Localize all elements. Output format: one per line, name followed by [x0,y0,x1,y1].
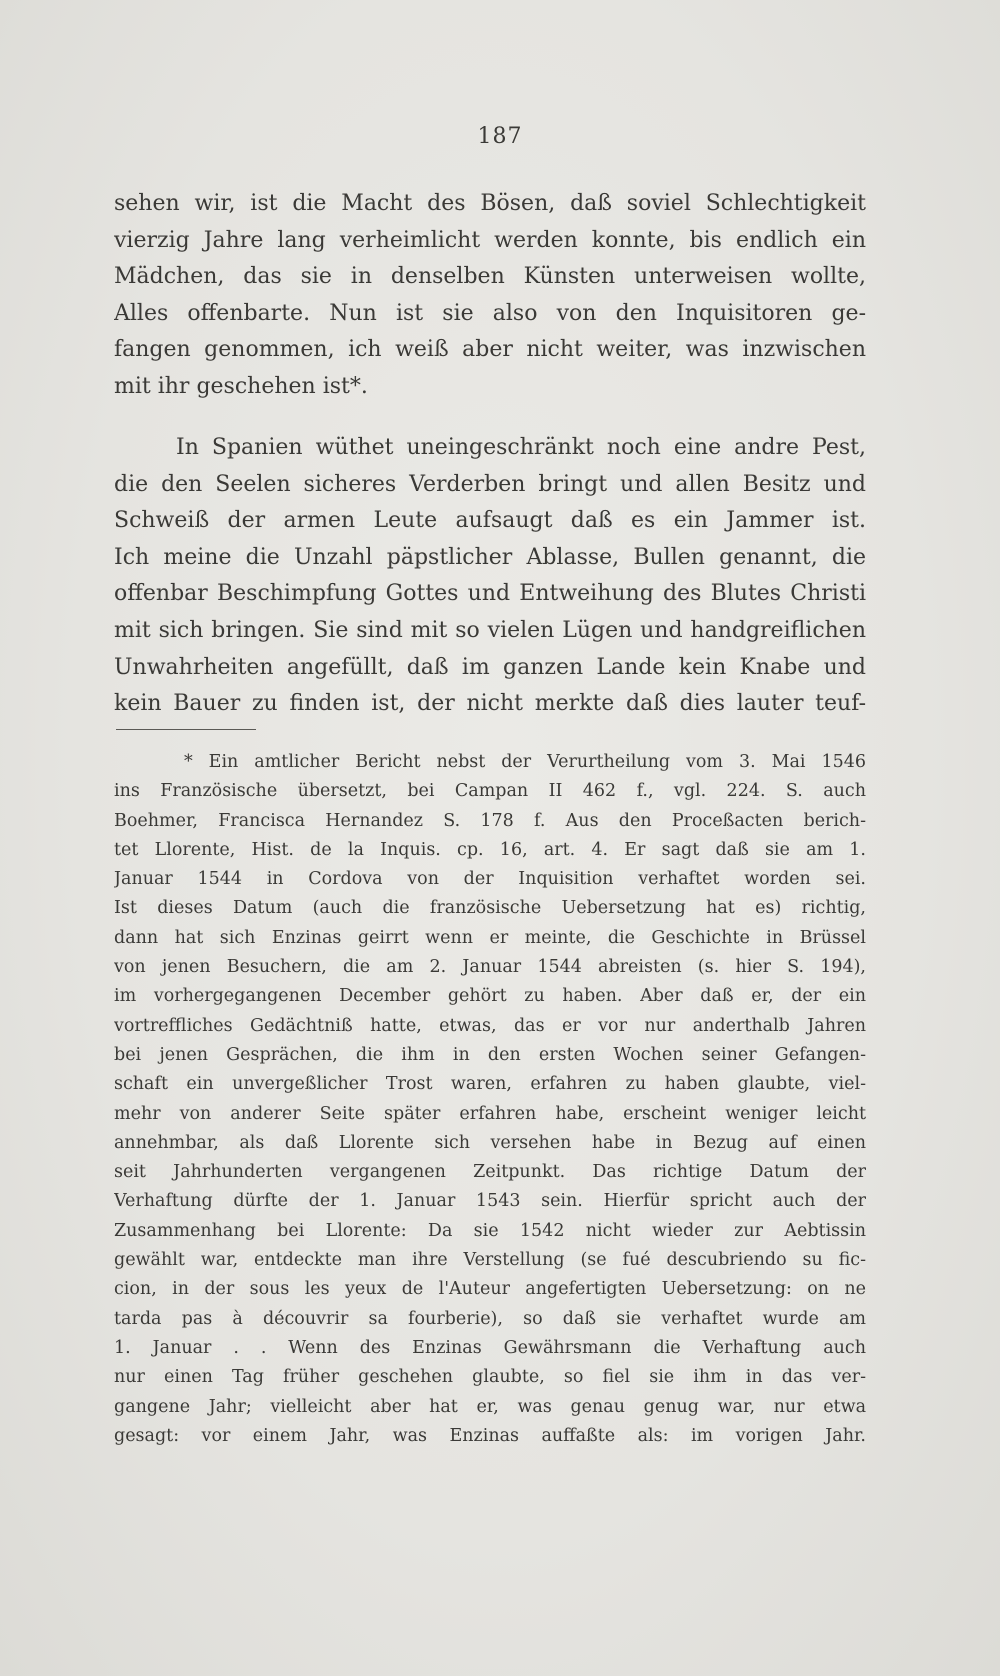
text-line: Ich meine die Unzahl päpstlicher Ablasse, Bullen genannt, die [114,544,866,570]
text-line: kein Bauer zu finden ist, der nicht merkte daß dies lauter teuf- [114,691,866,717]
text-line: sehen wir, ist die Macht des Bösen, daß soviel Schlechtigkeit [114,191,866,216]
text-line: fangen genommen, ich weiß aber nicht weiter, was inzwischen [114,337,866,363]
footnote-line: mehr von anderer Seite später erfahren habe, erscheint weniger leicht [114,1103,866,1124]
text-line: mit ihr geschehen ist*. [114,373,368,399]
footnote-line: Zusammenhang bei Llorente: Da sie 1542 nicht wieder zur Aebtissin [114,1220,866,1241]
footnote [114,748,866,1451]
paragraph-2 [114,430,866,723]
footnote-line: Boehmer, Francisca Hernandez S. 178 f. Aus den Proceßacten berich- [114,810,866,831]
footnote-line: schaft ein unvergeßlicher Trost waren, erfahren zu haben glaubte, viel- [114,1074,866,1095]
text-line: Mädchen, das sie in denselben Künsten unterweisen wollte, [114,264,866,290]
text-line: mit sich bringen. Sie sind mit so vielen Lügen und handgreiflichen [114,617,866,643]
footnote-line: seit Jahrhunderten vergangenen Zeitpunkt. Das richtige Datum der [114,1162,866,1183]
paragraph-1 [114,186,866,406]
footnote-line: annehmbar, als daß Llorente sich versehen habe in Bezug auf einen [114,1132,866,1153]
footnote-line: Verhaftung dürfte der 1. Januar 1543 sein. Hierfür spricht auch der [114,1191,866,1212]
text-line: Alles offenbarte. Nun ist sie also von den Inquisitoren ge- [114,300,866,326]
text-line: Unwahrheiten angefüllt, daß im ganzen Lande kein Knabe und [114,654,866,680]
footnote-line: * Ein amtlicher Bericht nebst der Verurtheilung vom 3. Mai 1546 [184,752,866,772]
footnote-line: im vorhergegangenen December gehört zu haben. Aber daß er, der ein [114,986,866,1007]
text-line: In Spanien wüthet uneingeschränkt noch eine andre Pest, [176,435,866,460]
footnote-line: tarda pas à découvrir sa fourberie), so daß sie verhaftet wurde am [114,1308,866,1329]
footnote-line: gesagt: vor einem Jahr, was Enzinas auffaßte als: im vorigen Jahr. [114,1425,866,1446]
footnote-line: Januar 1544 in Cordova von der Inquisition verhaftet worden sei. [114,869,866,890]
footnote-line: bei jenen Gesprächen, die ihm in den ersten Wochen seiner Gefangen- [114,1044,866,1065]
footnote-line: tet Llorente, Hist. de la Inquis. cp. 16, art. 4. Er sagt daß sie am 1. [114,839,866,860]
text-line: die den Seelen sicheres Verderben bringt und allen Besitz und [114,471,866,497]
footnote-line: von jenen Besuchern, die am 2. Januar 1544 abreisten (s. hier S. 194), [114,957,866,978]
footnote-line: dann hat sich Enzinas geirrt wenn er meinte, die Geschichte in Brüssel [114,927,866,948]
footnote-line: nur einen Tag früher geschehen glaubte, so fiel sie ihm in das ver- [114,1367,866,1388]
page-number: 187 [477,124,523,149]
footnote-line: ins Französische übersetzt, bei Campan II 462 f., vgl. 224. S. auch [114,781,866,802]
footnote-line: vortreffliches Gedächtniß hatte, etwas, das er vor nur anderthalb Jahren [114,1015,866,1036]
footnote-divider [116,729,256,730]
text-line: vierzig Jahre lang verheimlicht werden konnte, bis endlich ein [114,227,866,253]
footnote-line: Ist dieses Datum (auch die französische Uebersetzung hat es) richtig, [114,898,866,919]
footnote-line: gewählt war, entdeckte man ihre Verstellung (se fué descubriendo su fic- [114,1250,866,1271]
footnote-line: 1. Januar . . Wenn des Enzinas Gewährsmann die Verhaftung auch [114,1337,866,1358]
text-line: offenbar Beschimpfung Gottes und Entweihung des Blutes Christi [114,581,866,607]
footnote-line: gangene Jahr; vielleicht aber hat er, was genau genug war, nur etwa [114,1396,866,1417]
text-line: Schweiß der armen Leute aufsaugt daß es ein Jammer ist. [114,508,866,534]
footnote-line: cion, in der sous les yeux de l'Auteur angefertigten Uebersetzung: on ne [114,1279,866,1300]
